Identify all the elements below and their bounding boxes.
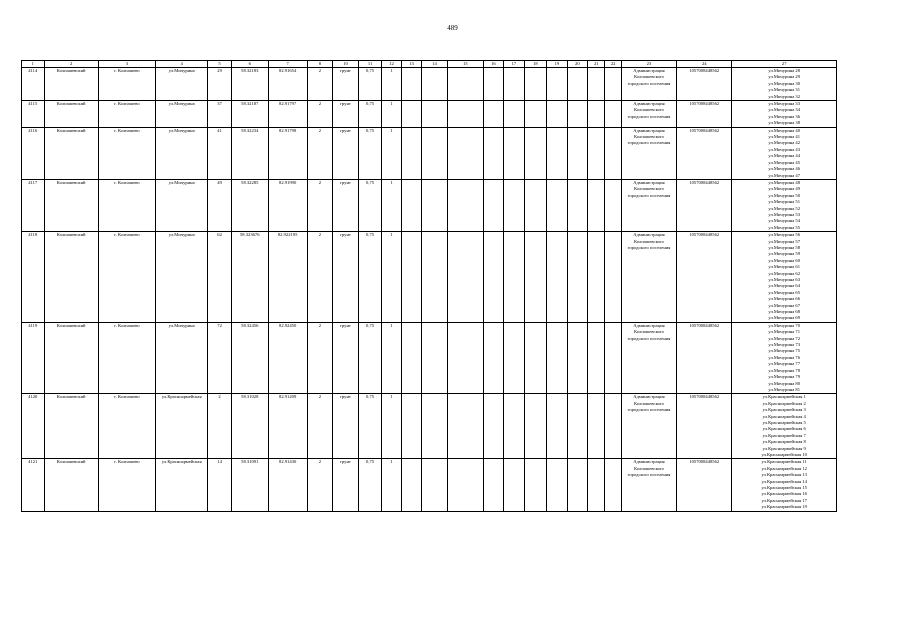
address-line: ул.Красноармейская 5 [762,419,806,425]
empty-cell [524,127,547,179]
address-line: ул.Красноармейская 1 [762,394,806,400]
cell-id: 4118 [22,232,45,323]
cell-street: ул.Мичурина [156,127,208,179]
cell-id: 4115 [22,101,45,128]
cell-id: 4114 [22,68,45,101]
cell-city: г. Колпашево [98,232,155,323]
empty-cell [504,459,524,511]
cell-addresses [732,127,837,179]
column-header: 12 [382,61,401,68]
cell-district: Колпашевский [44,459,98,511]
empty-cell [422,232,448,323]
empty-cell [422,68,448,101]
cell-district: Колпашевский [44,127,98,179]
address-line: ул.Мичурина 79 [768,374,801,380]
cell-col8: 2 [307,68,333,101]
address-line: ул.Красноармейская 17 [761,497,807,503]
address-line: ул.Красноармейская 8 [762,439,806,445]
empty-cell [401,232,421,323]
address-line: ул.Мичурина 64 [768,283,801,289]
cell-owner: Администрация Колпашевского городского поселения [621,179,676,231]
table-row [22,68,837,101]
address-line: ул.Мичурина 53 [768,211,801,217]
empty-cell [422,127,448,179]
column-header: 7 [268,61,307,68]
cell-area: 0,75 [358,68,382,101]
empty-cell [524,101,547,128]
cell-latitude: 58.31091 [231,459,268,511]
cell-house: 37 [208,101,232,128]
address-line: ул.Мичурина 45 [768,159,801,165]
cell-district: Колпашевский [44,232,98,323]
column-header: 14 [422,61,448,68]
address-line: ул.Красноармейская 14 [761,478,807,484]
cell-latitude: 58.32285 [231,179,268,231]
empty-cell [567,394,587,459]
empty-cell [605,68,621,101]
cell-longitude: 82.91990 [268,179,307,231]
address-line: ул.Мичурина 57 [768,238,801,244]
cell-latitude: 58.32234 [231,127,268,179]
empty-cell [605,232,621,323]
cell-longitude: 82.91209 [268,394,307,459]
cell-containers: 1 [382,322,401,393]
column-header: 15 [447,61,483,68]
empty-cell [547,179,567,231]
empty-cell [504,322,524,393]
header-row [22,61,837,68]
cell-addresses [732,68,837,101]
empty-cell [401,394,421,459]
address-line: ул.Мичурина 73 [768,342,801,348]
column-header: 21 [588,61,605,68]
address-line: ул.Мичурина 58 [768,244,801,250]
address-line: ул.Мичурина 81 [768,386,801,392]
cell-ogrn: 1057008448562 [677,459,732,511]
cell-house: 62 [208,232,232,323]
address-line: ул.Красноармейская 6 [762,426,806,432]
empty-cell [422,179,448,231]
cell-surface: грунт [333,68,359,101]
cell-surface: грунт [333,179,359,231]
cell-street: ул.Мичурина [156,101,208,128]
column-header: 1 [22,61,45,68]
cell-id: 4117 [22,179,45,231]
empty-cell [524,459,547,511]
cell-containers: 1 [382,394,401,459]
cell-latitude: 58.32187 [231,101,268,128]
empty-cell [447,179,483,231]
empty-cell [524,322,547,393]
cell-area: 0,75 [358,322,382,393]
address-line: ул.Мичурина 54 [768,218,801,224]
empty-cell [483,68,503,101]
address-line: ул.Красноармейская 7 [762,432,806,438]
empty-cell [547,394,567,459]
table-row [22,394,837,459]
address-line: ул.Мичурина 41 [768,134,801,140]
cell-area: 0,75 [358,394,382,459]
column-header: 10 [333,61,359,68]
empty-cell [483,394,503,459]
cell-longitude: 82.91797 [268,101,307,128]
address-line: ул.Мичурина 40 [768,127,801,133]
address-line: ул.Мичурина 70 [768,322,801,328]
address-line: ул.Мичурина 28 [768,68,801,73]
empty-cell [605,101,621,128]
empty-cell [401,459,421,511]
address-line: ул.Мичурина 71 [768,329,801,335]
cell-latitude: 58.32183 [231,68,268,101]
table-row [22,127,837,179]
empty-cell [483,232,503,323]
cell-house: 49 [208,179,232,231]
cell-col8: 2 [307,101,333,128]
empty-cell [567,459,587,511]
address-line: ул.Мичурина 62 [768,270,801,276]
empty-cell [588,322,605,393]
address-line: ул.Мичурина 60 [768,257,801,263]
cell-addresses [732,232,837,323]
table-row [22,322,837,393]
address-line: ул.Красноармейская 11 [761,459,807,465]
cell-owner: Администрация Колпашевского городского поселения [621,127,676,179]
cell-ogrn: 1057008448562 [677,394,732,459]
empty-cell [605,459,621,511]
cell-surface: грунт [333,394,359,459]
registry-table [21,60,837,512]
empty-cell [547,232,567,323]
empty-cell [567,232,587,323]
cell-containers: 1 [382,232,401,323]
address-line: ул.Мичурина 46 [768,166,801,172]
cell-city: г. Колпашево [98,459,155,511]
address-line: ул.Мичурина 29 [768,74,801,80]
empty-cell [567,127,587,179]
address-line: ул.Мичурина 75 [768,348,801,354]
cell-col8: 2 [307,232,333,323]
cell-street: ул.Мичурина [156,68,208,101]
cell-addresses [732,179,837,231]
empty-cell [422,322,448,393]
cell-ogrn: 1057008448562 [677,322,732,393]
cell-longitude: 82.91654 [268,68,307,101]
address-line: ул.Мичурина 68 [768,309,801,315]
cell-ogrn: 1057008448562 [677,101,732,128]
empty-cell [401,127,421,179]
address-line: ул.Мичурина 77 [768,361,801,367]
address-line: ул.Красноармейская 3 [762,407,806,413]
cell-latitude: 58.31028 [231,394,268,459]
cell-area: 0,75 [358,459,382,511]
cell-street: ул.Мичурина [156,232,208,323]
cell-col8: 2 [307,394,333,459]
address-line: ул.Красноармейская 15 [761,485,807,490]
empty-cell [547,322,567,393]
cell-surface: грунт [333,322,359,393]
cell-district: Колпашевский [44,68,98,101]
cell-street: ул.Мичурина [156,322,208,393]
address-line: ул.Мичурина 59 [768,251,801,257]
address-line: ул.Красноармейская 4 [762,413,806,419]
address-line: ул.Мичурина 33 [768,101,801,107]
address-line: ул.Красноармейская 9 [762,445,806,451]
cell-addresses [732,101,837,128]
address-line: ул.Мичурина 56 [768,232,801,238]
cell-area: 0,75 [358,179,382,231]
column-header: 16 [483,61,503,68]
empty-cell [447,459,483,511]
empty-cell [422,459,448,511]
empty-cell [401,101,421,128]
cell-longitude: 82.91798 [268,127,307,179]
address-line: ул.Мичурина 67 [768,302,801,308]
empty-cell [567,322,587,393]
empty-cell [547,101,567,128]
empty-cell [547,127,567,179]
empty-cell [547,459,567,511]
address-line: ул.Красноармейская 16 [761,491,807,497]
empty-cell [504,394,524,459]
address-line: ул.Мичурина 66 [768,296,801,302]
cell-longitude: 82.92450 [268,322,307,393]
cell-containers: 1 [382,459,401,511]
empty-cell [504,101,524,128]
cell-col8: 2 [307,127,333,179]
cell-owner: Администрация Колпашевского городского поселения [621,322,676,393]
empty-cell [567,101,587,128]
cell-latitude: 58.32456 [231,322,268,393]
empty-cell [588,232,605,323]
empty-cell [504,179,524,231]
table-body [22,68,837,512]
address-line: ул.Мичурина 50 [768,192,801,198]
cell-city: г. Колпашево [98,101,155,128]
empty-cell [605,394,621,459]
empty-cell [447,127,483,179]
cell-col8: 2 [307,322,333,393]
column-header: 18 [524,61,547,68]
address-line: ул.Мичурина 76 [768,354,801,360]
empty-cell [447,394,483,459]
cell-ogrn: 1057008448562 [677,232,732,323]
cell-area: 0,75 [358,101,382,128]
address-line: ул.Мичурина 52 [768,205,801,211]
empty-cell [483,459,503,511]
address-line: ул.Красноармейская 13 [761,472,807,478]
cell-owner: Администрация Колпашевского городского поселения [621,459,676,511]
empty-cell [588,101,605,128]
cell-surface: грунт [333,101,359,128]
empty-cell [504,127,524,179]
address-line: ул.Мичурина 72 [768,335,801,341]
column-header: 24 [677,61,732,68]
cell-house: 29 [208,68,232,101]
cell-col8: 2 [307,179,333,231]
cell-ogrn: 1057008448562 [677,127,732,179]
column-header: 20 [567,61,587,68]
column-header: 11 [358,61,382,68]
address-line: ул.Мичурина 65 [768,289,801,295]
cell-ogrn: 1057008448562 [677,179,732,231]
address-line: ул.Мичурина 48 [768,179,801,185]
cell-district: Колпашевский [44,101,98,128]
cell-city: г. Колпашево [98,127,155,179]
empty-cell [483,179,503,231]
empty-cell [483,127,503,179]
address-line: ул.Мичурина 36 [768,113,801,119]
empty-cell [588,127,605,179]
column-header: 23 [621,61,676,68]
cell-id: 4121 [22,459,45,511]
address-line: ул.Мичурина 34 [768,107,801,113]
address-line: ул.Мичурина 43 [768,146,801,152]
cell-street: ул.Красноармейская [156,394,208,459]
empty-cell [401,68,421,101]
cell-longitude: 82.91430 [268,459,307,511]
address-line: ул.Мичурина 55 [768,224,801,230]
empty-cell [605,179,621,231]
cell-house: 14 [208,459,232,511]
column-header: 5 [208,61,232,68]
empty-cell [524,394,547,459]
cell-city: г. Колпашево [98,68,155,101]
column-header: 8 [307,61,333,68]
empty-cell [588,459,605,511]
column-header: 22 [605,61,621,68]
column-header: 3 [98,61,155,68]
empty-cell [588,68,605,101]
empty-cell [524,179,547,231]
cell-surface: грунт [333,232,359,323]
cell-surface: грунт [333,127,359,179]
address-line: ул.Мичурина 32 [768,93,801,99]
empty-cell [422,394,448,459]
cell-district: Колпашевский [44,394,98,459]
cell-owner: Администрация Колпашевского городского поселения [621,232,676,323]
address-line: ул.Красноармейская 2 [762,400,806,406]
cell-owner: Администрация Колпашевского городского поселения [621,394,676,459]
empty-cell [401,322,421,393]
address-line: ул.Мичурина 69 [768,315,801,321]
cell-district: Колпашевский [44,322,98,393]
empty-cell [567,68,587,101]
empty-cell [605,127,621,179]
empty-cell [605,322,621,393]
address-line: ул.Мичурина 30 [768,80,801,86]
empty-cell [504,232,524,323]
cell-longitude: 82.922195 [268,232,307,323]
column-header: 4 [156,61,208,68]
empty-cell [447,101,483,128]
cell-containers: 1 [382,101,401,128]
cell-containers: 1 [382,68,401,101]
column-header: 19 [547,61,567,68]
cell-addresses [732,394,837,459]
cell-surface: грунт [333,459,359,511]
address-line: ул.Мичурина 49 [768,186,801,192]
cell-ogrn: 1057008448562 [677,68,732,101]
empty-cell [588,394,605,459]
cell-city: г. Колпашево [98,394,155,459]
empty-cell [447,232,483,323]
empty-cell [588,179,605,231]
cell-city: г. Колпашево [98,179,155,231]
empty-cell [567,179,587,231]
empty-cell [524,232,547,323]
cell-addresses [732,322,837,393]
address-line: ул.Мичурина 63 [768,277,801,282]
cell-house: 41 [208,127,232,179]
address-line: ул.Мичурина 78 [768,367,801,373]
cell-owner: Администрация Колпашевского городского поселения [621,68,676,101]
cell-house: 72 [208,322,232,393]
table-row [22,101,837,128]
address-line: ул.Мичурина 47 [768,172,801,178]
cell-district: Колпашевский [44,179,98,231]
empty-cell [483,101,503,128]
address-line: ул.Красноармейская 19 [761,504,807,510]
empty-cell [447,322,483,393]
empty-cell [504,68,524,101]
cell-id: 4120 [22,394,45,459]
address-line: ул.Мичурина 61 [768,264,801,270]
cell-street: ул.Красноармейская [156,459,208,511]
cell-area: 0,75 [358,127,382,179]
address-line: ул.Мичурина 44 [768,153,801,159]
column-header: 6 [231,61,268,68]
address-line: ул.Мичурина 42 [768,140,801,146]
empty-cell [401,179,421,231]
column-header: 2 [44,61,98,68]
empty-cell [483,322,503,393]
page-number: 489 [447,24,458,32]
cell-street: ул.Мичурина [156,179,208,231]
address-line: ул.Красноармейская 12 [761,465,807,471]
column-header: 27 [732,61,837,68]
table-row [22,179,837,231]
table-row [22,232,837,323]
empty-cell [447,68,483,101]
cell-owner: Администрация Колпашевского городского поселения [621,101,676,128]
address-line: ул.Мичурина 80 [768,380,801,386]
cell-col8: 2 [307,459,333,511]
address-line: ул.Мичурина 31 [768,87,801,93]
cell-house: 2 [208,394,232,459]
cell-id: 4119 [22,322,45,393]
empty-cell [524,68,547,101]
table-row [22,459,837,511]
cell-city: г. Колпашево [98,322,155,393]
address-line: ул.Мичурина 51 [768,199,801,205]
column-header: 13 [401,61,421,68]
cell-containers: 1 [382,179,401,231]
empty-cell [547,68,567,101]
address-line: ул.Красноармейская 10 [761,451,807,457]
cell-latitude: 58.323676 [231,232,268,323]
column-header: 17 [504,61,524,68]
cell-id: 4116 [22,127,45,179]
address-line: ул.Мичурина 38 [768,120,801,126]
cell-containers: 1 [382,127,401,179]
cell-addresses [732,459,837,511]
cell-area: 0,75 [358,232,382,323]
empty-cell [422,101,448,128]
